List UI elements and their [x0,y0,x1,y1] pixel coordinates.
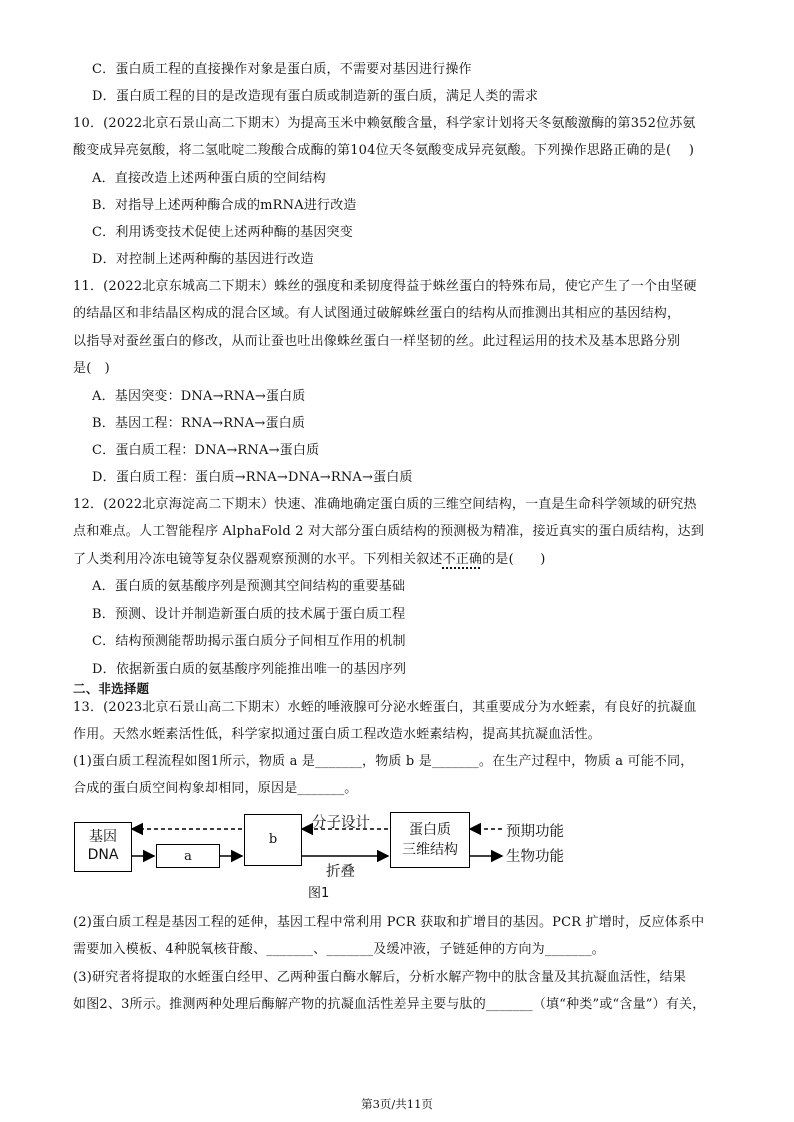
question-12-line-3 [73,551,546,569]
question-13-sub1-line-1: (1)蛋白质工程流程如图1所示，物质 a 是_______，物质 b 是_______。在生产过程中，物质 a 可能不同， [73,754,694,769]
box-b [244,814,302,866]
page-footer: 第3页/共11页 [361,1097,433,1111]
label-folding: 折叠 [326,864,355,880]
box-gene-line1: 基因 [89,829,117,845]
question-12-bracket: 的是( ) [482,552,546,567]
option-b-q12: B．预测、设计并制造新蛋白质的技术属于蛋白质工程 [92,607,406,622]
label-biological-function: 生物功能 [506,849,564,865]
question-13-sub1-line-2: 合成的蛋白质空间构象却相同，原因是_______。 [73,781,358,796]
box-a [156,844,220,868]
question-13-sub2-line-2: 需要加入模板、4种脱氧核苷酸、_______、_______及缓冲液，子链延伸的方向为_______。 [73,942,605,957]
section-heading: 二、非选择题 [73,681,150,696]
label-expected-function: 预期功能 [506,824,564,840]
option-b-q11: B．基因工程：RNA→RNA→蛋白质 [92,416,306,431]
box-protein-line2: 三维结构 [402,842,458,858]
label-molecular-design: 分子设计 [312,815,370,831]
option-c-q12: C．结构预测能帮助揭示蛋白质分子间相互作用的机制 [92,634,406,649]
question-10-line-2: 酸变成异亮氨酸，将二氢吡啶二羧酸合成酶的第104位天冬氨酸变成异亮氨酸。下列操作思路正确的是( ) [73,143,695,158]
box-gene-dna [74,822,132,872]
question-13-line-2: 作用。天然水蛭素活性低，科学家拟通过蛋白质工程改造水蛭素结构，提高其抗凝血活性。 [73,727,602,742]
question-10-line-1: 10．(2022北京石景山高二下期末）为提高玉米中赖氨酸含量，科学家计划将天冬氨酸激酶的第352位苏氨 [73,116,696,131]
figure-caption: 图1 [308,886,330,901]
option-d-q11: D．蛋白质工程：蛋白质→RNA→DNA→RNA→蛋白质 [92,470,413,485]
option-c-q11: C．蛋白质工程：DNA→RNA→蛋白质 [92,443,320,458]
box-b-label: b [268,832,278,847]
option-d-q9: D．蛋白质工程的目的是改造现有蛋白质或制造新的蛋白质，满足人类的需求 [92,89,539,104]
box-gene-line2: DNA [87,847,119,863]
question-13-sub2-line-1: (2)蛋白质工程是基因工程的延伸，基因工程中常利用 PCR 获取和扩增目的基因。PCR 扩增时，反应体系中 [73,915,705,930]
question-12-text: 了人类利用冷冻电镜等复杂仪器观察预测的水平。下列相关叙述 [73,552,443,567]
question-13-line-1: 13．(2023北京石景山高二下期末）水蛭的唾液腺可分泌水蛭蛋白，其重要成分为水蛭素，有良好的抗凝血 [73,700,697,715]
option-d-q12: D．依据新蛋白质的氨基酸序列能推出唯一的基因序列 [92,662,407,677]
emphasized-not-correct: 不正确 [442,552,483,567]
option-a-q11: A．基因突变：DNA→RNA→蛋白质 [92,389,306,404]
option-a-q10: A．直接改造上述两种蛋白质的空间结构 [92,171,326,186]
question-12-line-2: 点和难点。人工智能程序 AlphaFold 2 对大部分蛋白质结构的预测极为精准，接近真实的蛋白质结构，达到 [73,524,705,539]
box-protein-structure [390,812,470,868]
question-11-line-1: 11．(2022北京东城高二下期末）蛛丝的强度和柔韧度得益于蛛丝蛋白的特殊布局，使它产生了一个由坚硬 [73,279,697,294]
question-13-sub3-line-1: (3)研究者将提取的水蛭蛋白经甲、乙两种蛋白酶水解后，分析水解产物中的肽含量及其抗凝血活性，结果 [73,970,687,985]
question-12-line-1: 12．(2022北京海淀高二下期末）快速、准确地确定蛋白质的三维空间结构，一直是生命科学领域的研究热 [73,497,697,512]
option-a-q12: A．蛋白质的氨基酸序列是预测其空间结构的重要基础 [92,579,406,594]
question-11-line-3: 以指导对蚕丝蛋白的修改，从而让蚕也吐出像蛛丝蛋白一样坚韧的丝。此过程运用的技术及基本思路分别 [73,334,681,349]
box-protein-line1: 蛋白质 [409,822,451,838]
option-c-q10: C．利用诱变技术促使上述两种酶的基因突变 [92,225,353,240]
option-b-q10: B．对指导上述两种酶合成的mRNA进行改造 [92,198,357,213]
option-d-q10: D．对控制上述两种酶的基因进行改造 [92,252,314,267]
question-11-line-4: 是( ) [73,361,110,376]
option-c-q9: C．蛋白质工程的直接操作对象是蛋白质，不需要对基因进行操作 [92,62,472,77]
question-13-sub3-line-2: 如图2、3所示。推测两种处理后酶解产物的抗凝血活性差异主要与肽的_______（填“种类”或“含量”）有关， [73,997,706,1012]
figure-1-flowchart [70,810,610,900]
box-a-label: a [184,849,192,864]
question-11-line-2: 的结晶区和非结晶区构成的混合区域。有人试图通过破解蛛丝蛋白的结构从而推测出其相应的基因结构， [73,306,681,321]
